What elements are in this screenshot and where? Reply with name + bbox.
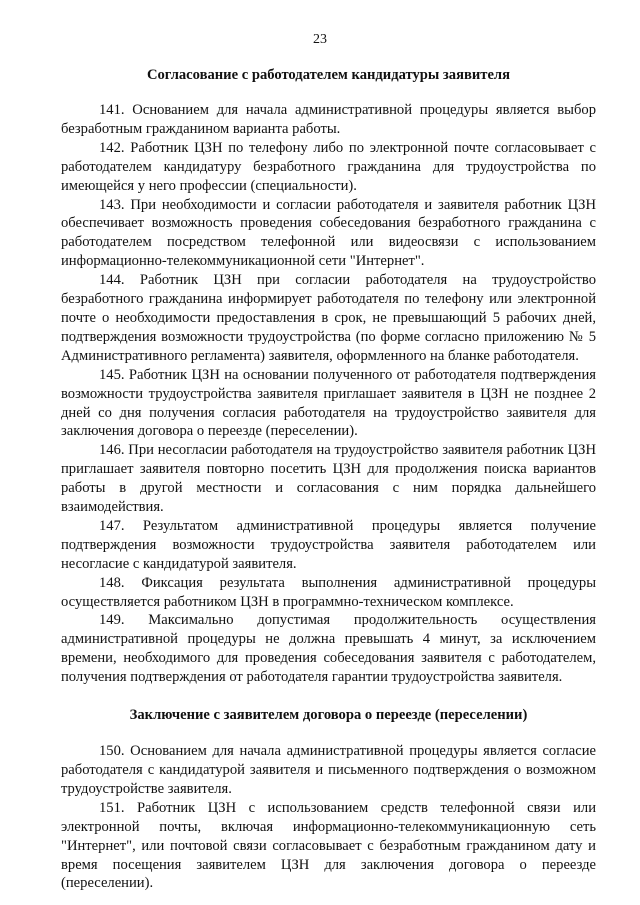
paragraph-146: 146. При несогласии работодателя на трудоустройство заявителя работник ЦЗН приглашает заявителя повторно посетить ЦЗН для продолжения поиска вариантов работы в другой местности и согласования с ним порядка дальнейшего взаимодействия. (61, 442, 596, 516)
paragraph-141: 141. Основанием для начала административной процедуры является выбор безработным гражданином варианта работы. (61, 102, 596, 137)
paragraph-145: 145. Работник ЦЗН на основании полученного от работодателя подтверждения возможности трудоустройства заявителя приглашает заявителя в ЦЗН не позднее 2 дней со дня получения согласия работодателя на трудоустройство заявителя для заключения договора о переезде (переселении). (61, 366, 596, 440)
paragraph-142: 142. Работник ЦЗН по телефону либо по электронной почте согласовывает с работодателем кандидатуру безработного гражданина для трудоустройства по имеющейся у него профессии (специальности). (61, 139, 596, 194)
section-heading-employer-approval: Согласование с работодателем кандидатуры заявителя (146, 67, 511, 83)
paragraph-151: 151. Работник ЦЗН с использованием средств телефонной связи или электронной почты, включая информационно-телекоммуникационную сеть "Интернет", или почтовой связи согласовывает с безработным гражданином дату и время посещения заявителем ЦЗН для заключения договора о переезде (переселении). (61, 799, 596, 892)
paragraph-143: 143. При необходимости и согласии работодателя и заявителя работник ЦЗН обеспечивает возможность проведения собеседования безработного гражданина с работодателем посредством телефонной или видеосвязи с использованием информационно-телекоммуникационной сети "Интернет". (61, 196, 596, 270)
section-employer-approval (61, 101, 596, 687)
paragraph-148: 148. Фиксация результата выполнения административной процедуры осуществляется работником ЦЗН в программно-техническом комплексе. (61, 574, 596, 610)
paragraph-147: 147. Результатом административной процедуры является получение подтверждения возможности трудоустройства заявителя работодателем или несогласие с кандидатурой заявителя. (61, 517, 596, 572)
paragraph-144: 144. Работник ЦЗН при согласии работодателя на трудоустройство безработного гражданина информирует работодателя по телефону или электронной почте о необходимости предоставления в срок, не превышающий 5 рабочих дней, подтверждения возможности трудоустройства (по форме согласно приложению № 5 Административного регламента) заявителя, оформленного на бланке работодателя. (61, 272, 596, 364)
section-heading-relocation-contract: Заключение с заявителем договора о переезде (переселении) (129, 707, 528, 724)
page-number: 23 (313, 32, 327, 47)
paragraph-150: 150. Основанием для начала административной процедуры является согласие работодателя с кандидатурой заявителя и письменного подтверждения о возможном трудоустройстве заявителя. (61, 743, 596, 797)
paragraph-149: 149. Максимально допустимая продолжительность осуществления административной процедуры не должна превышать 4 минут, за исключением времени, необходимого для проведения собеседования заявителя с работодателем, получения подтверждения от работодателя гарантии трудоустройства заявителя. (61, 612, 596, 686)
document-body (61, 66, 596, 893)
section-relocation-contract (61, 742, 596, 893)
